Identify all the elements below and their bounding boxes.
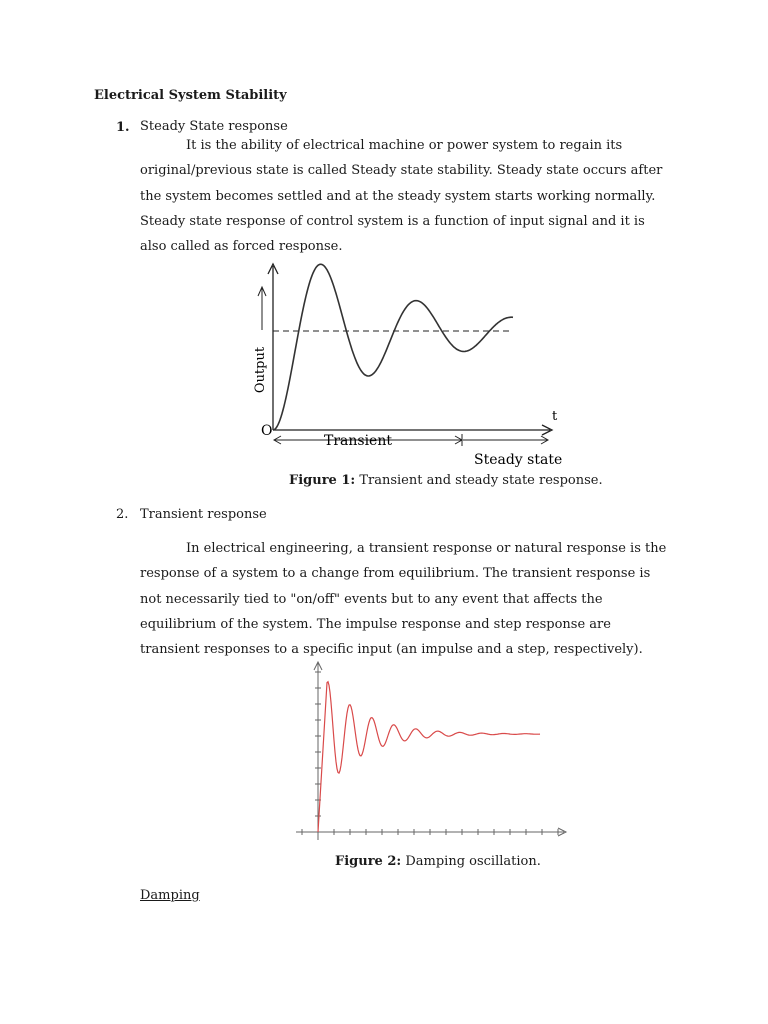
figure-1-steady-label: Steady state xyxy=(474,452,563,468)
section-1-text: It is the ability of electrical machine or power system to regain its original/previous state is called Steady state stability. Steady state occurs after the system becomes settled and at the steady system starts working normally. Steady state response of control system is a function of input signal and it is also called as forced response. xyxy=(140,138,663,255)
figure-1-origin: O xyxy=(261,423,273,439)
figure-1 xyxy=(250,258,570,474)
figure-1-caption xyxy=(289,473,603,488)
figure-2-caption-label: Figure 2: xyxy=(335,854,402,869)
section-1-heading: Steady State response xyxy=(140,119,288,134)
figure-2-caption xyxy=(335,854,541,869)
figure-1-xlabel: t xyxy=(552,409,558,424)
figure-1-graph xyxy=(250,258,570,470)
section-1-number: 1. xyxy=(116,120,130,135)
figure-1-transient-label: Transient xyxy=(324,433,392,449)
figure-2 xyxy=(292,658,572,846)
section-2-heading: Transient response xyxy=(140,507,267,522)
section-1-paragraph xyxy=(140,133,670,259)
figure-2-damped-curve xyxy=(318,682,540,832)
section-2-text: In electrical engineering, a transient response or natural response is the response of a system to a change from equilibrium. The transient response is not necessarily tied to "on/off" events but to any event that affects the equilibrium of the system. The impulse response and step response are transient responses to a specific input (an impulse and a step, respectively). xyxy=(140,541,667,658)
document-title: Electrical System Stability xyxy=(94,88,287,103)
figure-1-ylabel: Output xyxy=(253,346,268,394)
figure-2-graph xyxy=(292,658,572,842)
figure-2-axes xyxy=(296,662,566,840)
figure-1-caption-text: Transient and steady state response. xyxy=(355,473,603,488)
section-2-number: 2. xyxy=(116,507,129,522)
figure-1-response-curve xyxy=(273,264,513,430)
figure-1-caption-label: Figure 1: xyxy=(289,473,356,488)
figure-2-caption-text: Damping oscillation. xyxy=(401,854,541,869)
section-2-paragraph xyxy=(140,536,668,662)
section-3-heading: Damping xyxy=(140,888,200,903)
